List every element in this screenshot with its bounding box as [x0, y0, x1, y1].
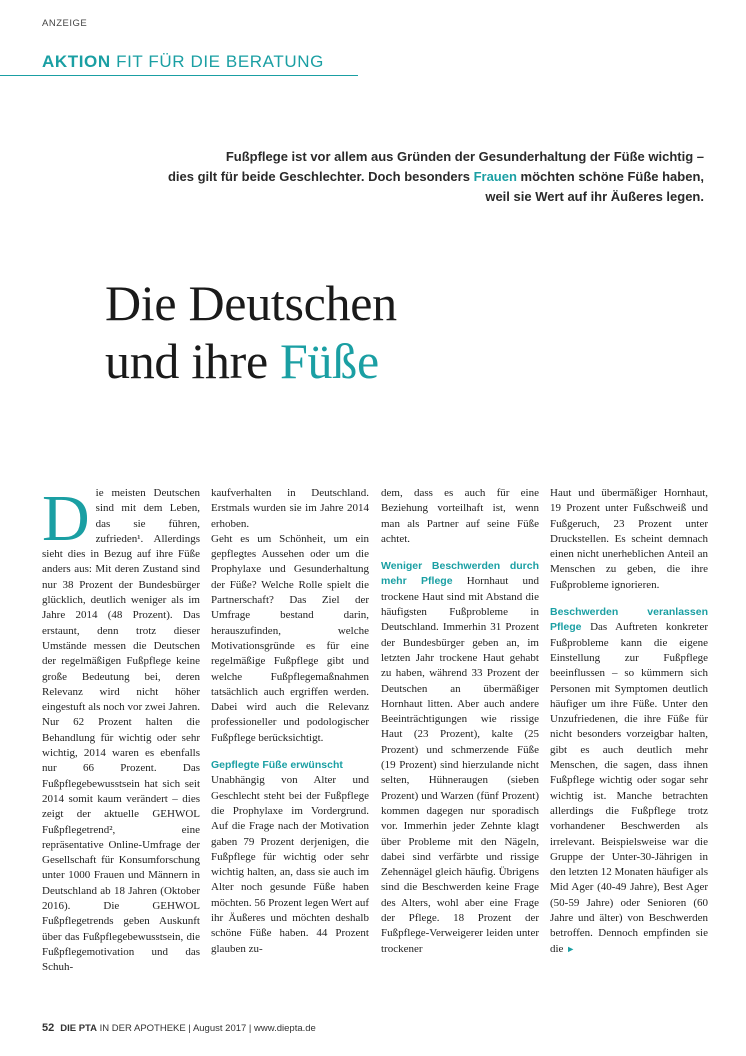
- column-1-text: ie meisten Deutschen sind mit dem Leben, das sie führen, zufrieden¹. Allerdings sieht dies in Bezug auf ihre Füße anders aus: Mit deren Zustand sind nur 38 Prozent der Bundesbürger glücklich, deutlich weniger als im Jahre 2014 (48 Prozent). Das erstaunt, denn trotz dieser Umstände messen die Deutschen der regelmäßigen Fußpflege keine große Bedeutung bei, deren Relevanz wird nicht höher eingestuft als noch vor zwei Jahren. Nur 62 Prozent halten die Behandlung für wichtig oder sehr wichtig, 2014 waren es ebenfalls nur 66 Prozent. Das Fußpflegebewusstsein hat sich seit 2014 somit kaum verändert – dies zeigt der aktuelle GEHWOL Fußpflegetrend², eine repräsentative Online-Umfrage der Gesellschaft für Konsumforschung unter 1000 Frauen und Männern in Deutschland ab 18 Jahren (Oktober 2016). Die GEHWOL Fußpflegetrends geben Auskunft über das Fußpflegebewusstsein, die Fußpflegemotivation und das Schuh-: [42, 487, 200, 974]
- magazine-name: DIE PTA: [60, 1023, 98, 1034]
- section-rule: [0, 75, 358, 76]
- headline-accent: Füße: [280, 333, 379, 389]
- intro-teaser: [104, 147, 704, 207]
- ad-label: ANZEIGE: [42, 18, 88, 29]
- article-column-1: [42, 482, 200, 976]
- column-4-paragraph-2: Das Auftreten konkreter Fußprobleme kann die eigene Einstellung zur Fußpflege beeinflussen – so kümmern sich Personen mit Symptomen deutlich häufiger um ihre Füße. Unter den Unzufriedenen, die ihre Füße für nicht besonders vorzeigbar halten, gibt es auch deutlich mehr Menschen, die sagen, dass ihnen Fußpflege wichtig oder sogar sehr wichtig ist. Manche betrachten allerdings die Fußpflege trotz vorhandener Beschwerden als irrelevant. Beispielsweise war die Gruppe der Unter-30-Jährigen in den letzten 12 Monaten häufiger als Mid Ager (40-49 Jahre), Best Ager (50-59 Jahre) oder Senioren (60 Jahre und älter) von Beschwerden betroffen. Dennoch empfinden sie die: [550, 621, 708, 955]
- dropcap: D: [42, 482, 90, 555]
- intro-line-1: Fußpflege ist vor allem aus Gründen der Gesunderhaltung der Füße wichtig –: [225, 149, 704, 164]
- column-2-paragraph-1: kaufverhalten in Deutschland. Erstmals wurden sie im Jahre 2014 erhoben.: [211, 487, 369, 530]
- headline-line-2-pre: und ihre: [105, 333, 281, 389]
- intro-line-2-post: möchten schöne Füße haben,: [516, 169, 704, 184]
- headline-line-2: [105, 332, 397, 390]
- section-heading-rest: FIT FÜR DIE BERATUNG: [116, 52, 324, 71]
- headline-line-1: Die Deutschen: [105, 275, 397, 331]
- intro-line-2-pre: dies gilt für beide Geschlechter. Doch besonders: [167, 169, 474, 184]
- intro-line-2: [104, 167, 704, 187]
- article-column-3: [381, 486, 539, 957]
- column-4-paragraph-1: Haut und übermäßiger Hornhaut, 19 Prozent unter Fußschweiß und Fußgeruch, 23 Prozent unter Druckstellen. Es scheint demnach einen nicht unerheblichen Anteil an Menschen zu geben, die ihre Fußprobleme ignorieren.: [550, 487, 708, 591]
- column-2-paragraph-2: Geht es um Schönheit, um ein gepflegtes Aussehen oder um die Prophylaxe und Gesunderhaltung der Füße? Welche Rolle spielt die Partnerschaft? Das Ziel der Umfrage bestand darin, herauszufinden, welche Motivationsgründe es für eine regelmäßige Fußpflege gibt und welche Fußpflegemaßnahmen tatsächlich auch ergriffen werden. Dabei wird auch die Relevanz professioneller und podologischer Fußpflege berücksichtigt.: [211, 532, 369, 744]
- article-column-2: [211, 486, 369, 957]
- article-column-4: [550, 486, 708, 957]
- column-3-paragraph-1: dem, dass es auch für eine Beziehung vorteilhaft ist, wenn man als Partner auf seine Füße achtet.: [381, 487, 539, 545]
- subheading-gepflegte-fuesse: Gepflegte Füße erwünscht: [211, 759, 343, 772]
- subheading-weniger-beschwerden: Weniger Beschwerden durch mehr Pflege: [381, 560, 539, 588]
- subheading-beschwerden-veranlassen: Beschwerden veranlassen Pflege: [550, 606, 708, 634]
- section-heading: [42, 52, 324, 72]
- column-3-paragraph-2: Hornhaut und trockene Haut sind mit Abstand die häufigsten Fußprobleme in Deutschland. Immerhin 31 Prozent der Bundesbürger geben an, im letzten Jahr trockene Haut gehabt zu haben, während 33 Prozent der Deutschen an übermäßiger Hornhaut litten. Aber auch andere Beeinträchtigungen wie rissige Haut (23 Prozent), kalte (25 Prozent) und schmerzende Füße (19 Prozent) sind hierzulande nicht selten, Hühneraugen (sieben Prozent) und Warzen (fünf Prozent) kommen dagegen nur sporadisch vor. Immerhin jeder Zehnte klagt über Probleme mit den Nägeln, dabei sind verfärbte und rissige Zehennägel gleich häufig. Übrigens sind die Beschwerden keine Frage des Alters, wohl aber eine Frage der Pflege. 18 Prozent der Fußpflege-Verweigerer leiden unter trockener: [381, 575, 540, 955]
- intro-line-3: weil sie Wert auf ihr Äußeres legen.: [485, 189, 704, 204]
- intro-highlight: Frauen: [473, 169, 517, 184]
- column-2-paragraph-3: Unabhängig von Alter und Geschlecht steht bei der Fußpflege die Prophylaxe im Vordergrund. Auf die Frage nach der Motivation gaben 79 Prozent derjenigen, die Fußpflege für wichtig oder sehr wichtig halten, an, dass sie auch im Alter noch gesunde Füße haben möchten. 56 Prozent legen Wert auf ihr Äußeres und möchten deshalb schöne Füße haben. 44 Prozent glauben zu-: [211, 774, 369, 955]
- continue-arrow-icon: ►: [566, 943, 576, 954]
- section-heading-bold: AKTION: [42, 52, 111, 71]
- page-number: 52: [42, 1022, 55, 1034]
- page-footer: [42, 1022, 316, 1034]
- article-headline: [105, 274, 397, 390]
- footer-info: IN DER APOTHEKE | August 2017 | www.diepta.de: [97, 1023, 316, 1034]
